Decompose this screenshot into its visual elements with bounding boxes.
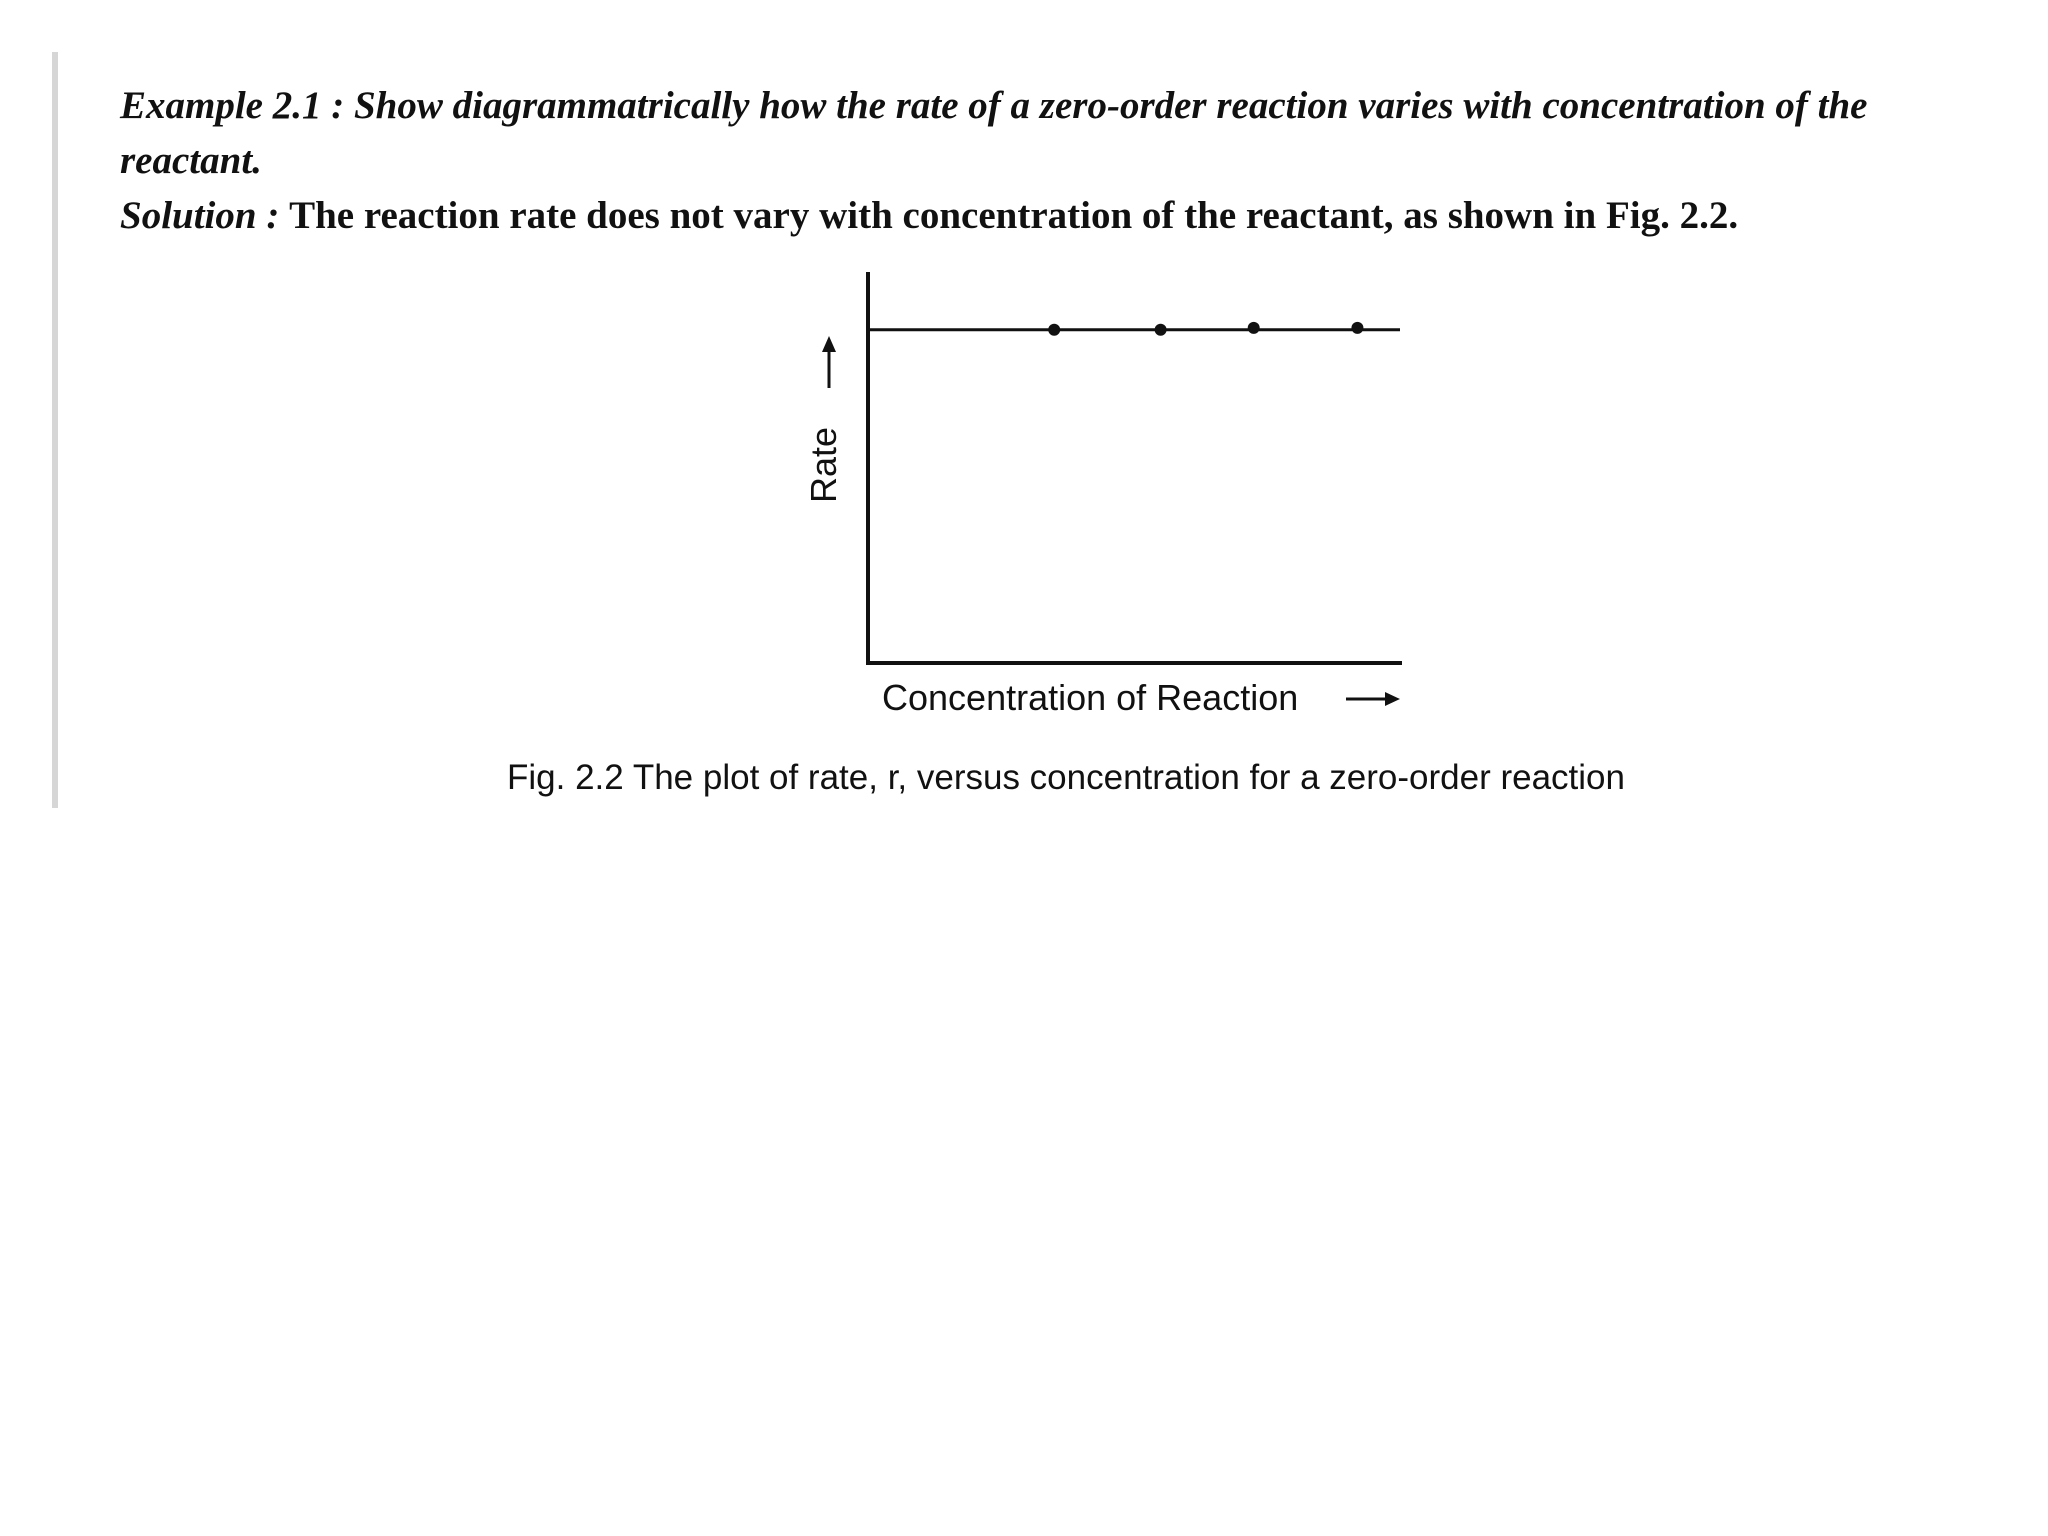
y-axis-label-group bbox=[803, 336, 844, 503]
x-axis-label-group bbox=[882, 677, 1400, 718]
figure-caption: Fig. 2.2 The plot of rate, r, versus concentration for a zero-order reaction bbox=[507, 758, 1625, 797]
y-axis-label: Rate bbox=[803, 426, 844, 504]
data-point bbox=[1351, 322, 1363, 334]
data-point bbox=[1248, 322, 1260, 334]
data-point bbox=[1048, 324, 1060, 336]
data-point bbox=[1155, 324, 1167, 336]
example-label: Example 2.1 : bbox=[120, 84, 345, 127]
x-axis-arrow-icon bbox=[1385, 692, 1400, 706]
plot-area bbox=[866, 272, 1402, 665]
example-prompt: Show diagrammatrically how the rate of a zero-order reaction varies with concentration of the reactant. bbox=[120, 84, 1868, 182]
solution-text: The reaction rate does not vary with concentration of the reactant, as shown in Fig. 2.2. bbox=[289, 194, 1739, 237]
x-axis-label: Concentration of Reaction bbox=[882, 677, 1299, 718]
y-axis-arrow-icon bbox=[822, 336, 836, 352]
solution-label: Solution : bbox=[120, 194, 280, 237]
